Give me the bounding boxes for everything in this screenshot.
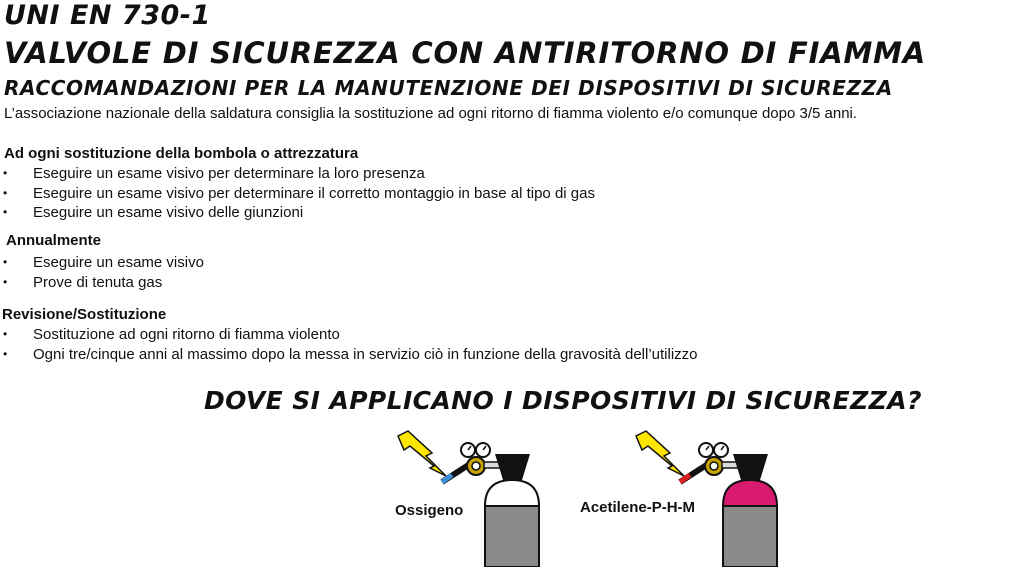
intro-paragraph: L’associazione nazionale della saldatura consiglia la sostituzione ad ogni ritorno di fiamma violento e/o comunque dopo 3/5 anni. <box>4 105 858 122</box>
list-item: • Eseguire un esame visivo delle giunzioni <box>3 204 304 221</box>
list-revision <box>0 325 698 364</box>
cylinder-cap-icon <box>495 454 530 480</box>
question-heading: DOVE SI APPLICANO I DISPOSITIVI DI SICUREZZA? <box>204 386 922 415</box>
lightning-icon <box>636 431 684 476</box>
cylinder-body-icon <box>723 506 777 567</box>
bullet-icon: • <box>3 205 8 219</box>
list-annual <box>0 253 204 292</box>
acetylene-cylinder-diagram <box>628 428 788 567</box>
bullet-icon: • <box>3 166 8 180</box>
list-item: • Prove di tenuta gas <box>3 273 163 291</box>
list-item: • Ogni tre/cinque anni al massimo dopo la messa in servizio ciò in funzione della gravosità dell’utilizzo <box>3 345 698 363</box>
label-acetylene: Acetilene-P-H-M <box>580 499 696 516</box>
cylinder-shoulder-icon <box>485 480 539 506</box>
list-item: • Eseguire un esame visivo per determinare il corretto montaggio in base al tipo di gas <box>3 184 595 202</box>
label-oxygen: Ossigeno <box>395 502 464 519</box>
title-standard: UNI EN 730-1 <box>4 0 211 31</box>
list-replacement <box>0 164 595 223</box>
lightning-icon <box>398 431 446 476</box>
title-subtitle: RACCOMANDAZIONI PER LA MANUTENZIONE DEI DISPOSITIVI DI SICUREZZA <box>4 76 893 100</box>
section-heading-replacement: Ad ogni sostituzione della bombola o attrezzatura <box>4 145 359 162</box>
list-item: • Eseguire un esame visivo <box>3 254 204 271</box>
cylinder-cap-icon <box>733 454 768 480</box>
section-heading-revision: Revisione/Sostituzione <box>2 306 167 323</box>
bullet-icon: • <box>3 274 8 289</box>
title-main: VALVOLE DI SICUREZZA CON ANTIRITORNO DI FIAMMA <box>4 36 927 70</box>
cylinder-body-icon <box>485 506 539 567</box>
bullet-icon: • <box>3 255 8 269</box>
oxygen-cylinder-diagram <box>390 428 550 567</box>
list-item: • Eseguire un esame visivo per determinare la loro presenza <box>3 165 425 182</box>
valve-tip-icon <box>680 475 690 482</box>
valve-tip-icon <box>442 475 452 482</box>
bullet-icon: • <box>3 327 8 341</box>
bullet-icon: • <box>3 185 8 200</box>
cylinder-shoulder-icon <box>723 480 777 506</box>
section-heading-annual: Annualmente <box>6 232 102 249</box>
bullet-icon: • <box>3 346 8 361</box>
list-item: • Sostituzione ad ogni ritorno di fiamma violento <box>3 326 340 343</box>
